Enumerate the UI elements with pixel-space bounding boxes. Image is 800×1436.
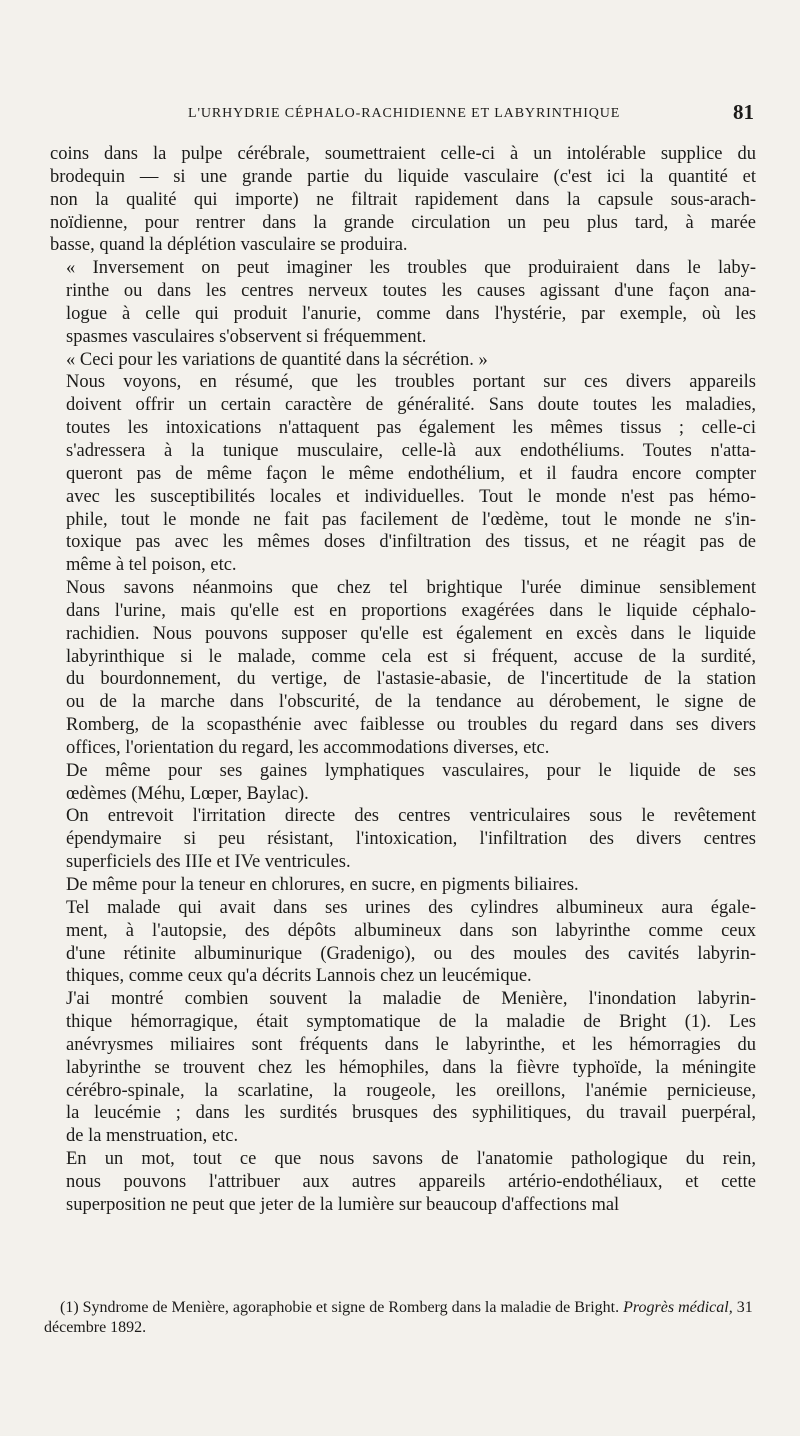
text-line: thique hémorragique, était symptomatique de la maladie de Bright (1). Les [66,1012,756,1033]
text-line: anévrysmes miliaires sont fréquents dans le labyrinthe, et les hémorragies du [66,1034,756,1055]
text-line: Nous savons néanmoins que chez tel brightique l'urée diminue sensiblement [66,578,756,599]
text-line: ment, à l'autopsie, des dépôts albumineux dans son labyrinthe comme ceux [66,920,756,941]
text-line: doivent offrir un certain caractère de généralité. Sans doute toutes les maladies, [66,395,756,416]
text-line: superficiels des IIIe et IVe ventricules. [66,852,351,873]
text-line: Tel malade qui avait dans ses urines des cylindres albumineux aura égale- [66,897,756,918]
text-line: offices, l'orientation du regard, les accommodations diverses, etc. [66,737,550,758]
page-number: 81 [733,100,754,124]
text-line: du bourdonnement, du vertige, de l'astasie-abasie, de l'incertitude de la station [66,669,756,690]
text-line: œdèmes (Méhu, Lœper, Baylac). [66,783,309,804]
text-line: J'ai montré combien souvent la maladie de Menière, l'inondation labyrin- [66,989,756,1010]
text-line: phile, tout le monde ne fait pas facilement de l'œdème, tout le monde ne s'in- [66,509,756,530]
text-line: de la menstruation, etc. [66,1126,239,1147]
text-line: « Ceci pour les variations de quantité dans la sécrétion. » [66,349,488,370]
footnotes [44,1298,756,1338]
text-line: toxique pas avec les mêmes doses d'infiltration des tissus, et ne réagit pas de [66,532,756,553]
text-line: De même pour la teneur en chlorures, en sucre, en pigments biliaires. [66,875,579,895]
paragraph [50,760,756,806]
text-line: labyrinthique si le malade, comme cela est si fréquent, accuse de la surdité, [66,646,756,667]
paragraph [50,349,756,372]
text-line: spasmes vasculaires s'observent si fréquemment. [66,326,427,347]
text-line: ou de la marche dans l'obscurité, de la tendance au dérobement, le signe de [66,692,756,713]
footnote-date: 31 décembre 1892. [44,1299,753,1336]
text-line: basse, quand la déplétion vasculaire se produira. [50,235,408,256]
text-line: toutes les intoxications n'attaquent pas également les mêmes tissus ; celle-ci [66,418,756,439]
paragraph [50,805,756,874]
paragraph [50,371,756,577]
text-line: d'une rétinite albuminurique (Gradenigo), ou des moules des cavités labyrin- [66,943,756,964]
text-line: épendymaire si peu résistant, l'intoxication, l'infiltration des divers centres [66,829,756,850]
text-line: avec les susceptibilités locales et individuelles. Tout le monde n'est pas hémo- [66,486,756,507]
text-line: noïdienne, pour rentrer dans la grande circulation un peu plus tard, à marée [50,212,756,233]
body-text [50,143,756,1217]
text-line: cérébro-spinale, la scarlatine, la rougeole, les oreillons, l'anémie pernicieuse, [66,1080,756,1101]
text-line: nous pouvons l'attribuer aux autres appareils artério-endothéliaux, et cette [66,1171,756,1192]
text-line: rinthe ou dans les centres nerveux toutes les causes agissant d'une façon ana- [66,281,756,302]
text-line: s'adressera à la tunique musculaire, celle-là aux endothéliums. Toutes n'atta- [66,440,756,461]
paragraph [50,988,756,1148]
text-line: thiques, comme ceux qu'a décrits Lannois chez un leucémique. [66,966,532,987]
page-header [0,100,800,130]
paragraph [50,1148,756,1217]
paragraph [50,874,756,897]
text-line: rachidien. Nous pouvons supposer qu'elle est également en excès dans le liquide [66,623,756,644]
footnote-text: (1) Syndrome de Menière, agoraphobie et signe de Romberg dans la maladie de Bright. [60,1299,624,1316]
running-title: L'URHYDRIE CÉPHALO-RACHIDIENNE ET LABYRINTHIQUE [188,106,621,121]
text-line: En un mot, tout ce que nous savons de l'anatomie pathologique du rein, [66,1149,756,1170]
text-line: superposition ne peut que jeter de la lumière sur beaucoup d'affections mal [66,1194,620,1215]
text-line: logue à celle qui produit l'anurie, comme dans l'hystérie, par exemple, où les [66,303,756,324]
text-line: même à tel poison, etc. [66,555,237,576]
text-line: Nous voyons, en résumé, que les troubles portant sur ces divers appareils [66,372,756,393]
text-line: non la qualité qui importe) ne filtrait rapidement dans la capsule sous-arach- [50,189,756,210]
footnote [44,1298,756,1338]
text-line: queront pas de même façon le même endothélium, et il faudra encore compter [66,463,756,484]
paragraph [50,257,756,348]
text-line: De même pour ses gaines lymphatiques vasculaires, pour le liquide de ses [66,760,756,781]
text-line: Romberg, de la scopasthénie avec faiblesse ou troubles du regard dans ses divers [66,715,756,736]
paragraph [50,143,756,257]
text-line: brodequin — si une grande partie du liquide vasculaire (c'est ici la quantité et [50,166,756,187]
text-line: coins dans la pulpe cérébrale, soumettraient celle-ci à un intolérable supplice du [50,144,756,164]
text-line: la leucémie ; dans les surdités brusques des syphilitiques, du travail puerpéral, [66,1103,756,1124]
text-line: dans l'urine, mais qu'elle est en proportions exagérées dans le liquide céphalo- [66,600,756,621]
text-line: On entrevoit l'irritation directe des centres ventriculaires sous le revêtement [66,806,756,827]
text-line: « Inversement on peut imaginer les troubles que produiraient dans le laby- [66,258,756,279]
footnote-journal: Progrès médical, [623,1299,733,1316]
paragraph [50,577,756,760]
text-line: labyrinthe se trouvent chez les hémophiles, dans la fièvre typhoïde, la méningite [66,1057,756,1078]
paragraph [50,897,756,988]
